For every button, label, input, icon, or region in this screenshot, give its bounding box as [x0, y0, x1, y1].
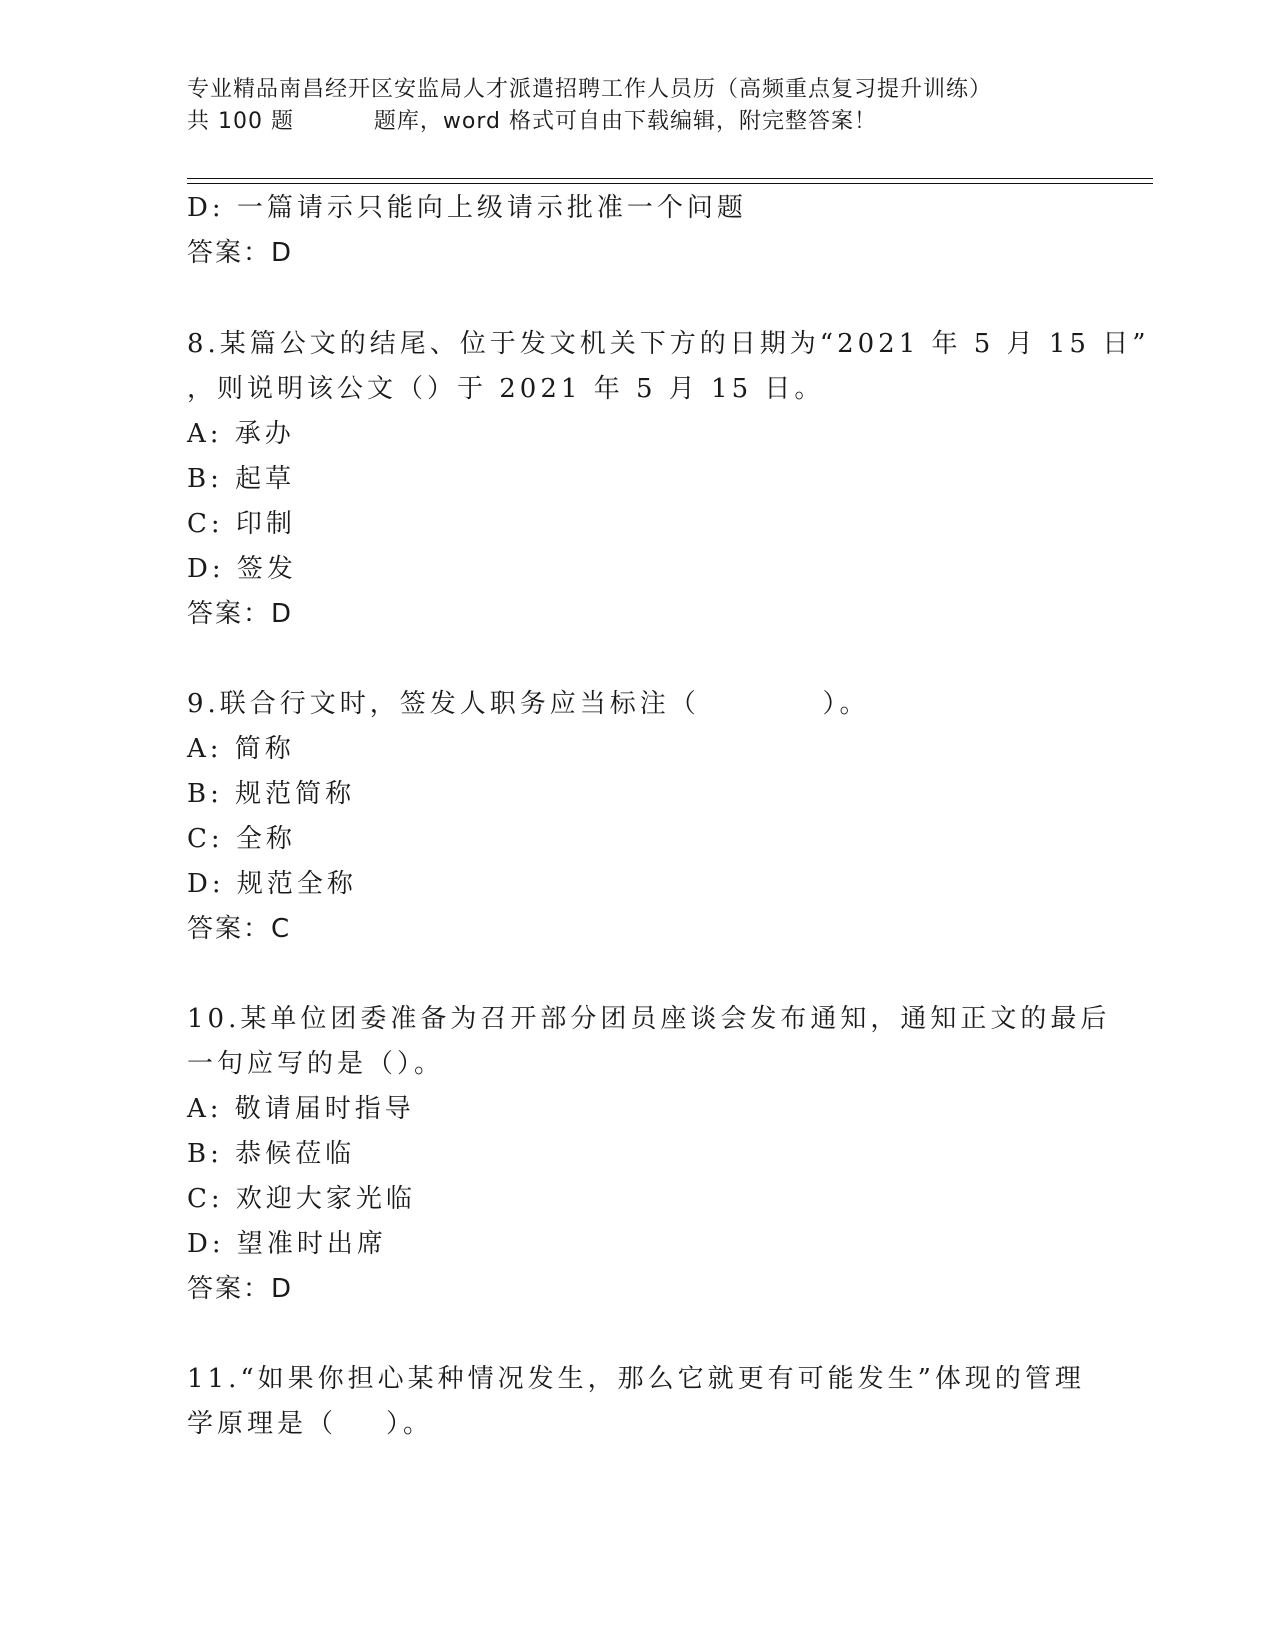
header-rule-bottom — [187, 183, 1153, 184]
header-subtitle-line: 共 100 题 题库，word 格式可自由下载编辑，附完整答案！ — [187, 109, 877, 134]
q9-stem-line1: 9.联合行文时，签发人职务应当标注（ ）。 — [187, 689, 870, 719]
q10-stem-line2: 一句应写的是（）。 — [187, 1049, 445, 1079]
q8-answer: 答案：D — [187, 599, 294, 629]
header-title-line: 专业精品南昌经开区安监局人才派遣招聘工作人员历（高频重点复习提升训练） — [187, 77, 993, 102]
q9-option-a: A: 简称 — [187, 734, 295, 764]
q7-answer: 答案：D — [187, 238, 294, 268]
q10-answer: 答案：D — [187, 1274, 294, 1304]
q8-stem-line2: ，则说明该公文（）于 2021 年 5 月 15 日。 — [187, 374, 825, 404]
q8-option-b: B: 起草 — [187, 464, 296, 494]
q11-stem-line1: 11.“如果你担心某种情况发生，那么它就更有可能发生”体现的管理 — [187, 1364, 1085, 1394]
q7-option-d: D: 一篇请示只能向上级请示批准一个问题 — [187, 193, 747, 223]
q9-option-d: D: 规范全称 — [187, 869, 357, 899]
q8-stem-line1: 8.某篇公文的结尾、位于发文机关下方的日期为“2021 年 5 月 15 日” — [187, 329, 1150, 359]
q8-option-c: C: 印制 — [187, 509, 296, 539]
q10-option-d: D: 望准时出席 — [187, 1229, 387, 1259]
q10-option-a: A: 敬请届时指导 — [187, 1094, 415, 1124]
q10-stem-line1: 10.某单位团委准备为召开部分团员座谈会发布通知，通知正文的最后 — [187, 1004, 1111, 1034]
q8-option-d: D: 签发 — [187, 554, 297, 584]
q9-option-c: C: 全称 — [187, 824, 296, 854]
q9-answer: 答案：C — [187, 914, 292, 944]
q11-stem-line2: 学原理是（ ）。 — [187, 1409, 434, 1439]
q8-option-a: A: 承办 — [187, 419, 295, 449]
header-rule-top — [187, 178, 1153, 179]
document-header — [187, 74, 1087, 138]
q10-option-c: C: 欢迎大家光临 — [187, 1184, 416, 1214]
q9-option-b: B: 规范简称 — [187, 779, 356, 809]
q10-option-b: B: 恭候莅临 — [187, 1139, 356, 1169]
